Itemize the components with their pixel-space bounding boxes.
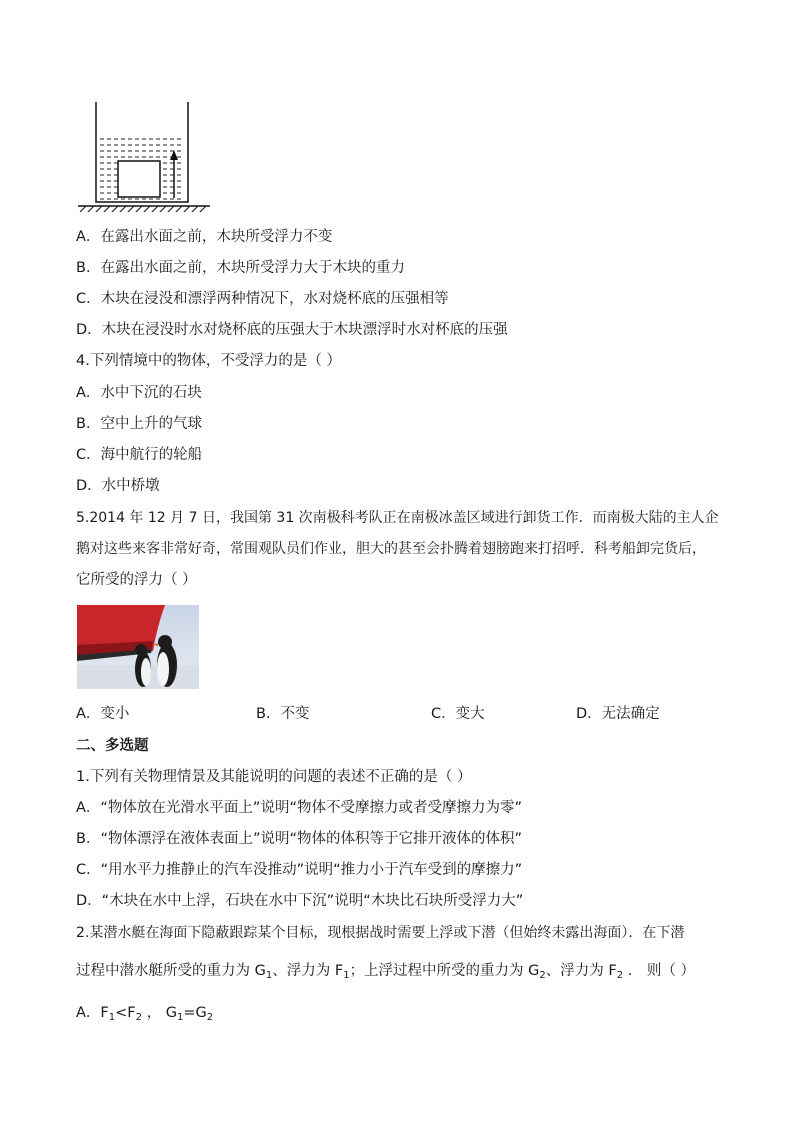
q3-option-c: C．木块在浸没和漂浮两种情况下，水对烧杯底的压强相等	[76, 291, 449, 307]
q5-option-d: D．无法确定	[576, 706, 660, 722]
q4-option-b: B．空中上升的气球	[76, 416, 202, 432]
m1-option-b: B．“物体漂浮在液体表面上”说明“物体的体积等于它排开液体的体积”	[76, 831, 522, 847]
m2-stem-line-1: 2.某潜水艇在海面下隐蔽跟踪某个目标，现根据战时需要上浮或下潜（但始终未露出海面）．在下潜	[76, 925, 685, 941]
q3-option-d: D．木块在浸没时水对烧杯底的压强大于木块漂浮时水对杯底的压强	[76, 322, 508, 338]
q4-option-d: D．水中桥墩	[76, 478, 160, 494]
q5-stem-line-3: 它所受的浮力（ ）	[76, 572, 197, 588]
beaker-figure	[74, 100, 214, 214]
section-title: 二、多选题	[76, 738, 149, 754]
q5-option-b: B．不变	[256, 706, 310, 722]
q3-option-a: A．在露出水面之前，木块所受浮力不变	[76, 229, 333, 245]
q5-stem-line-1: 5.2014 年 12 月 7 日，我国第 31 次南极科考队正在南极冰盖区域进行卸货工作．而南极大陆的主人企	[76, 510, 719, 526]
q5-option-c: C．变大	[431, 706, 485, 722]
q4-option-a: A．水中下沉的石块	[76, 385, 202, 401]
q5-option-a: A．变小	[76, 706, 130, 722]
m1-option-d: D．“木块在水中上浮，石块在水中下沉”说明“木块比石块所受浮力大”	[76, 893, 524, 909]
q5-stem-line-2: 鹅对这些来客非常好奇，常围观队员们作业，胆大的甚至会扑腾着翅膀跑来打招呼．科考船卸完货后，	[76, 541, 706, 557]
ground-hatch	[80, 206, 206, 212]
m1-option-c: C．“用水平力推静止的汽车没推动”说明“推力小于汽车受到的摩擦力”	[76, 862, 523, 878]
penguin-ship-photo	[77, 605, 199, 689]
wood-block	[118, 161, 160, 197]
m2-option-a: A．$F_1<F_2$ ， $G_1=G_2$	[76, 1005, 214, 1023]
q4-option-c: C．海中航行的轮船	[76, 447, 203, 463]
m1-stem: 1.下列有关物理情景及其能说明的问题的表述不正确的是（ ）	[76, 769, 472, 785]
m1-option-a: A．“物体放在光滑水平面上”说明“物体不受摩擦力或者受摩擦力为零”	[76, 800, 522, 816]
q3-option-b: B．在露出水面之前，木块所受浮力大于木块的重力	[76, 260, 405, 276]
m2-stem-line-2: 过程中潜水艇所受的重力为 $G_1$、浮力为 $F_1$；上浮过程中所受的重力为 $G_2$、浮力为 $F_2$ ． 则（ ）	[76, 963, 695, 981]
q4-stem: 4.下列情境中的物体，不受浮力的是（ ）	[76, 353, 341, 369]
